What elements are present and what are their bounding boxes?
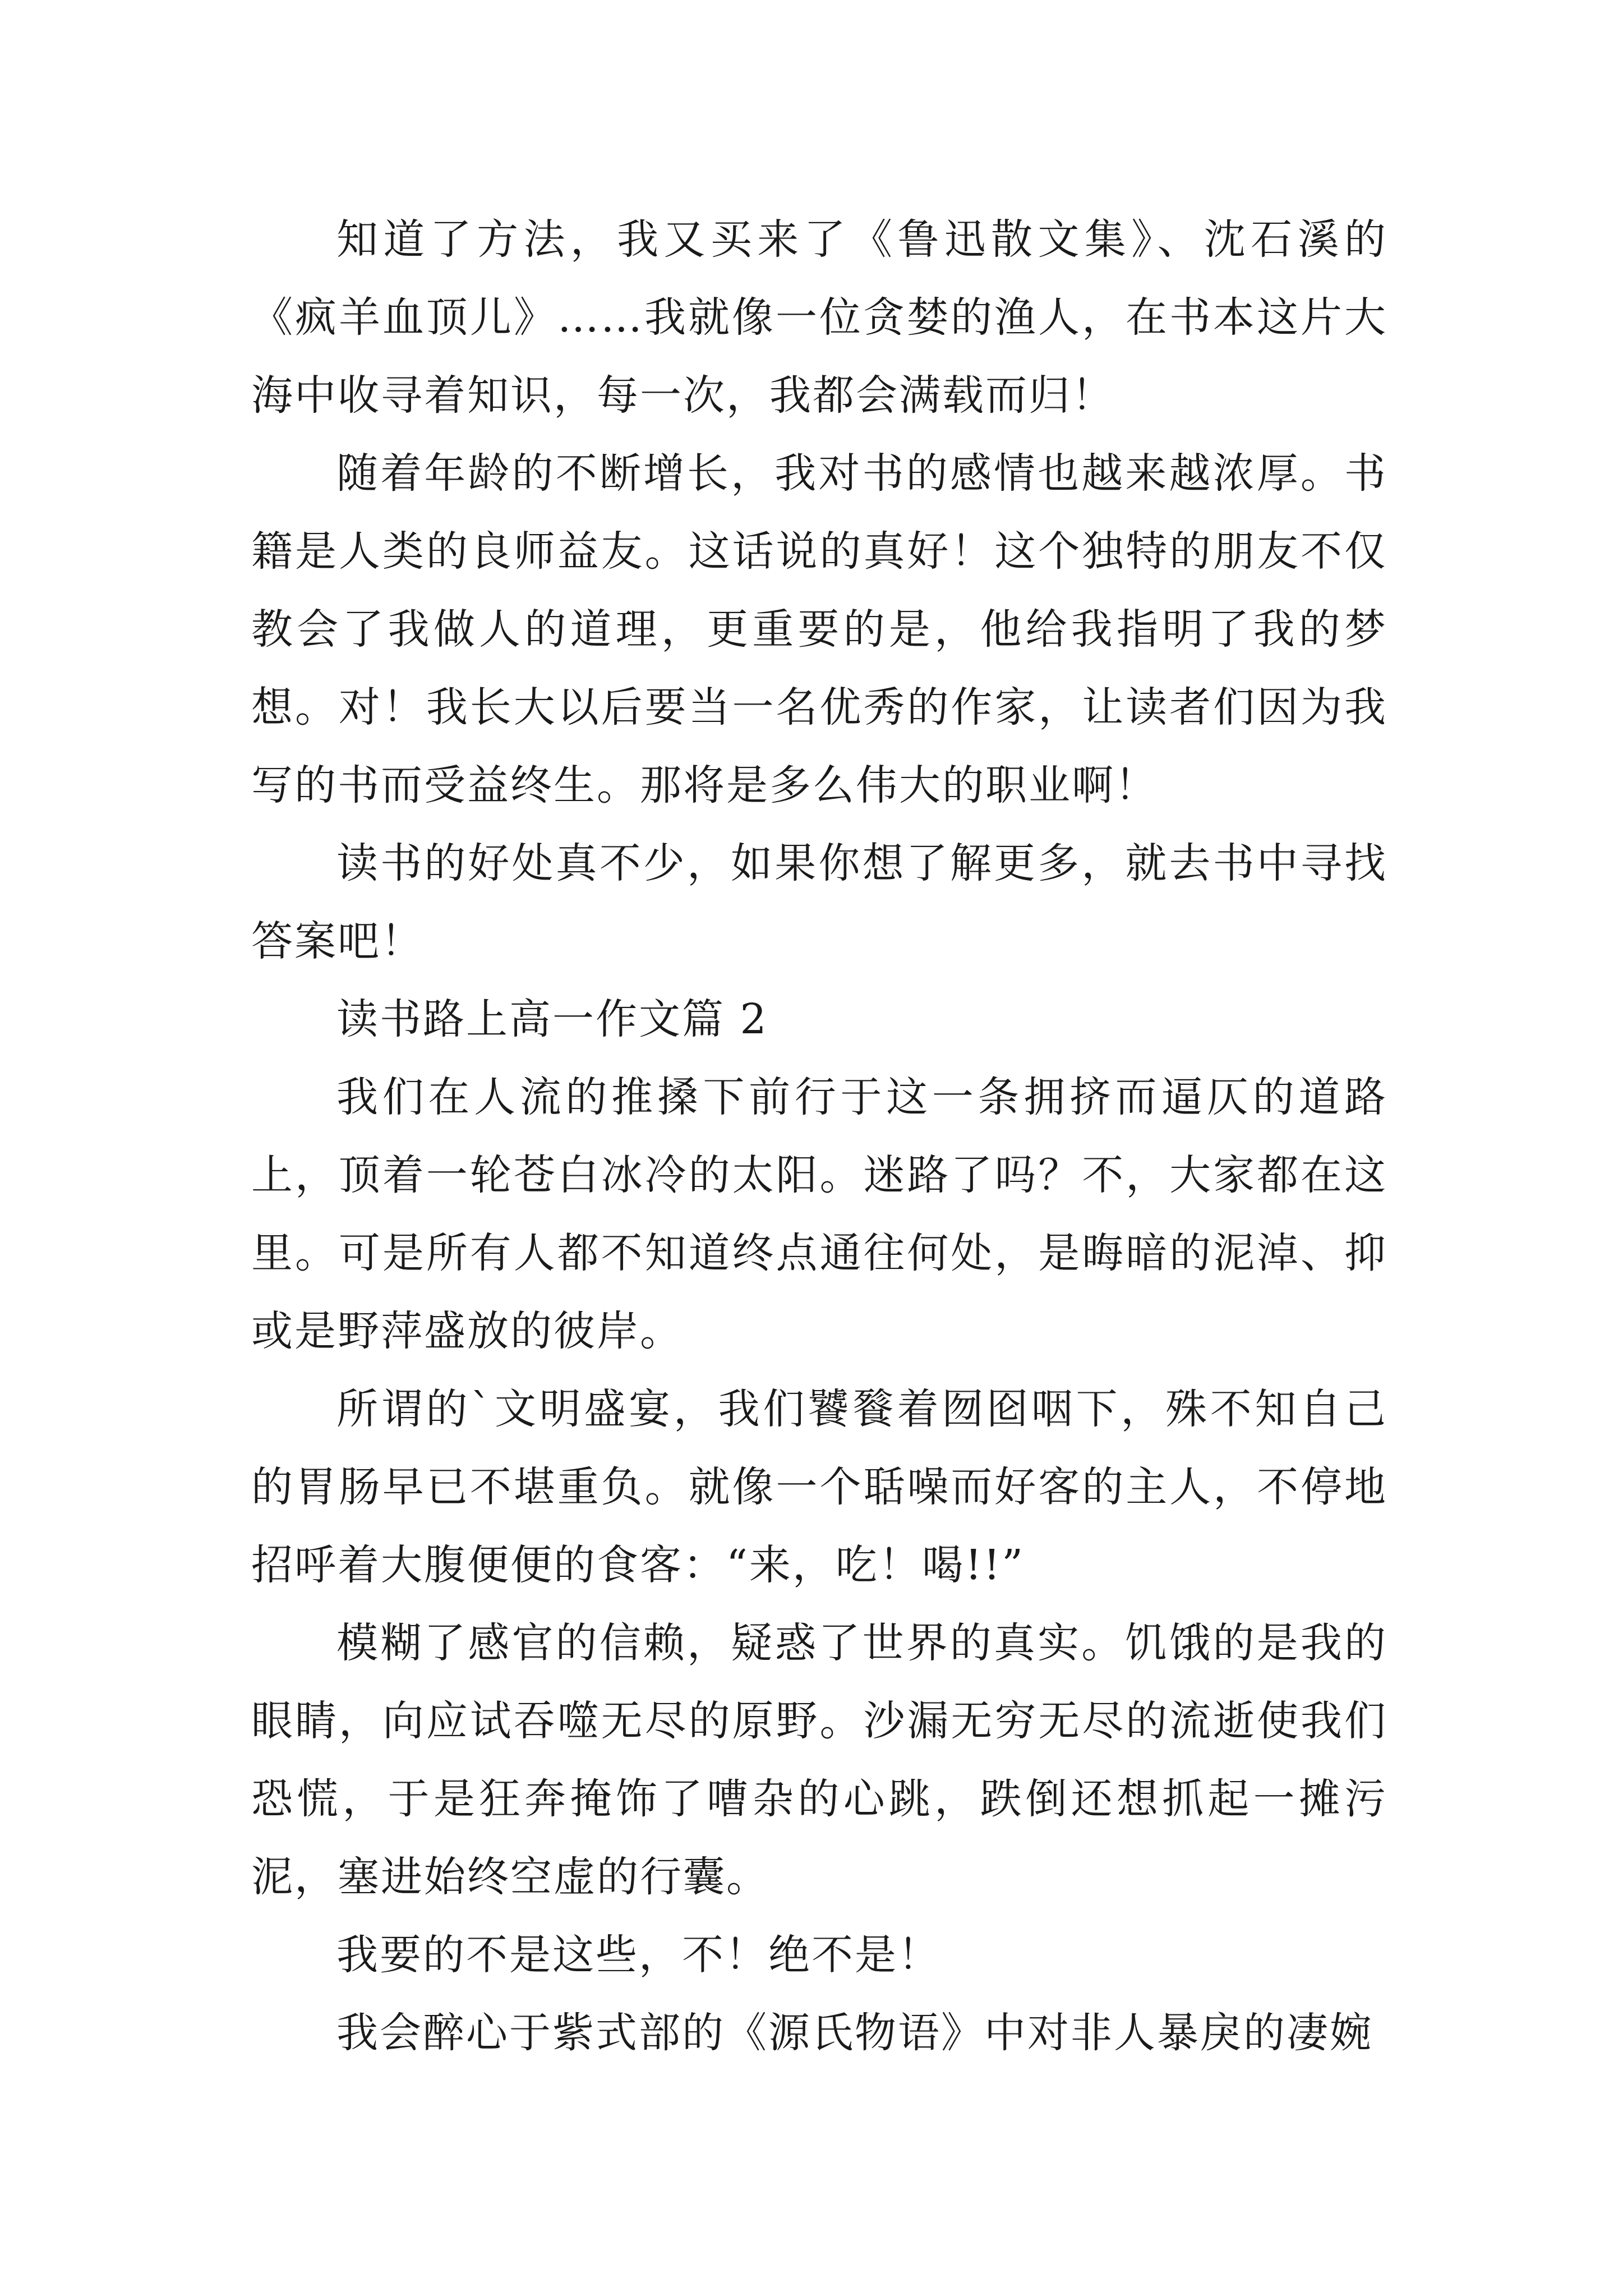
paragraph: 我要的不是这些，不！绝不是！	[336, 1931, 941, 1979]
paragraph: 读书的好处真不少，如果你想了解更多，就去书中寻找答案吧！	[251, 839, 1387, 965]
section-title: 读书路上高一作文篇 2	[336, 995, 768, 1043]
document-body	[251, 201, 1387, 2072]
paragraph: 我会醉心于紫式部的《源氏物语》中对非人暴戾的凄婉	[336, 2009, 1373, 2057]
paragraph: 模糊了感官的信赖，疑惑了世界的真实。饥饿的是我的眼睛，向应试吞噬无尽的原野。沙漏无穷无尽的流逝使我们恐慌，于是狂奔掩饰了嘈杂的心跳，跌倒还想抓起一摊污泥，塞进始终空虚的行囊。	[251, 1619, 1387, 1901]
paragraph: 所谓的`文明盛宴，我们饕餮着囫囵咽下，殊不知自己的胃肠早已不堪重负。就像一个聒噪而好客的主人，不停地招呼着大腹便便的食客：“来，吃！喝!!”	[251, 1385, 1387, 1589]
paragraph: 我们在人流的推搡下前行于这一条拥挤而逼仄的道路上，顶着一轮苍白冰冷的太阳。迷路了吗？不，大家都在这里。可是所有人都不知道终点通往何处，是晦暗的泥淖、抑或是野萍盛放的彼岸。	[251, 1073, 1387, 1355]
paragraph: 知道了方法，我又买来了《鲁迅散文集》、沈石溪的《疯羊血顶儿》……我就像一位贪婪的渔人，在书本这片大海中收寻着知识，每一次，我都会满载而归！	[251, 215, 1387, 420]
paragraph: 随着年龄的不断增长，我对书的感情也越来越浓厚。书籍是人类的良师益友。这话说的真好！这个独特的朋友不仅教会了我做人的道理，更重要的是，他给我指明了我的梦想。对！我长大以后要当一名优秀的作家，让读者们因为我写的书而受益终生。那将是多么伟大的职业啊！	[251, 449, 1387, 809]
